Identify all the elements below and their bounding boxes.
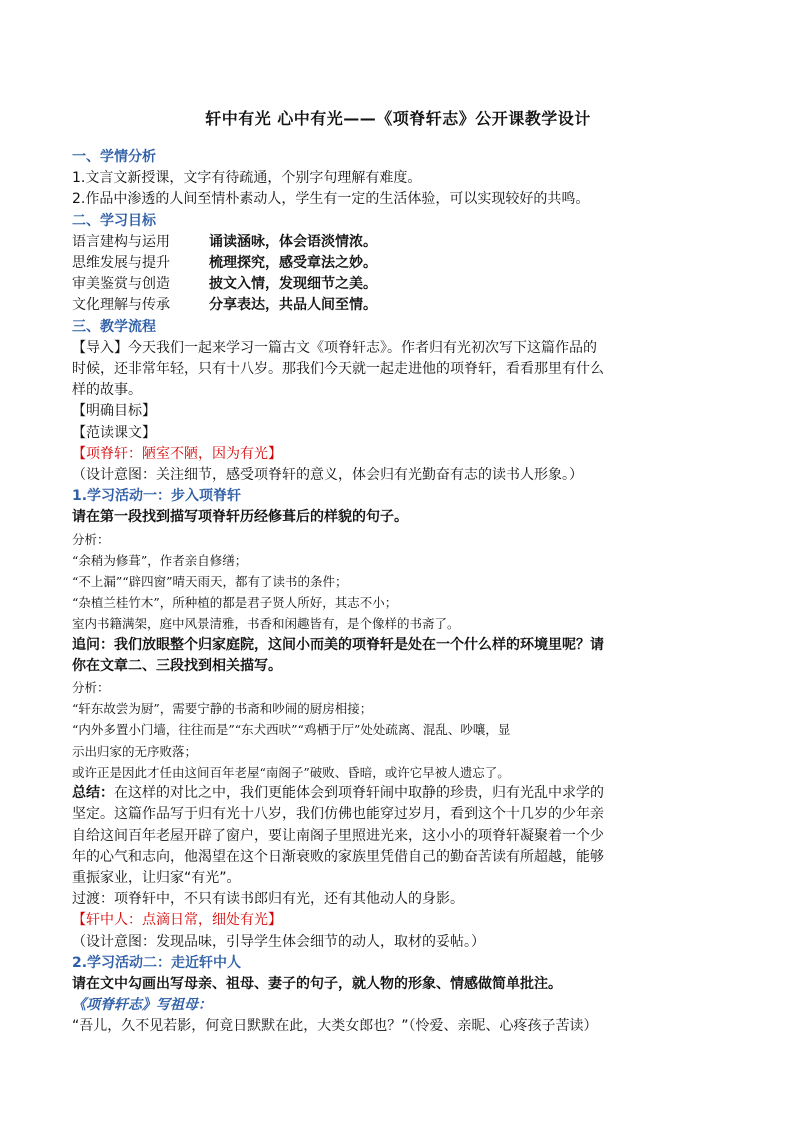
section-heading-objectives: 二、学习目标 <box>72 212 156 229</box>
objective-value: 梳理探究，感受章法之妙。 <box>209 255 377 272</box>
analysis-line: “内外多置小门墙，往往而是”“东犬西吠”“鸡栖于厅”处处疏离、混乱、吵嚷，显 <box>72 722 511 738</box>
analysis-line: “轩东故尝为厨”，需要宁静的书斋和吵闹的厨房相接； <box>72 701 373 717</box>
activity-task: 请在第一段找到描写项脊轩历经修葺后的样貌的句子。 <box>72 509 408 526</box>
part-heading-room: 【项脊轩：陋室不陋，因为有光】 <box>72 445 282 462</box>
objective-row <box>72 232 724 253</box>
activity-task: 请在文中勾画出写母亲、祖母、妻子的句子，就人物的形象、情感做简单批注。 <box>72 975 562 992</box>
document-title: 轩中有光 心中有光——《项脊轩志》公开课教学设计 <box>205 109 591 128</box>
activity-title: 2.学习活动二：走近轩中人 <box>72 954 242 971</box>
subsection-title: 《项脊轩志》写祖母： <box>72 997 212 1014</box>
summary-line: 坚定。这篇作品写于归有光十八岁，我们仿佛也能穿过岁月，看到这个十几岁的少年亲 <box>72 806 604 823</box>
analysis-label: 分析： <box>72 680 110 696</box>
analysis-line: “不上漏”“辟四窗”晴天雨天，都有了读书的条件； <box>72 574 348 590</box>
section-heading-process: 三、教学流程 <box>72 318 156 335</box>
goal-marker: 【明确目标】 <box>72 403 156 420</box>
document-page <box>72 106 724 1038</box>
part-heading-people: 【轩中人：点滴日常，细处有光】 <box>72 912 282 929</box>
paragraph: 2.作品中渗透的人间至情朴素动人，学生有一定的生活体验，可以实现较好的共鸣。 <box>72 191 590 208</box>
summary-line <box>72 783 724 804</box>
objective-key: 语言建构与运用 <box>72 233 170 250</box>
activity-title: 1.学习活动一：步入项脊轩 <box>72 488 242 505</box>
analysis-line: “杂植兰桂竹木”，所种植的都是君子贤人所好，其志不小； <box>72 595 398 611</box>
objective-value: 诵读涵咏，体会语淡情浓。 <box>209 233 377 250</box>
summary-label: 总结： <box>72 785 114 802</box>
objective-row <box>72 274 724 295</box>
quote-line: “吾儿，久不见若影，何竟日默默在此，大类女郎也？”（怜爱、亲昵、心疼孩子苦读） <box>72 1018 598 1035</box>
intro-line: 样的故事。 <box>72 382 142 399</box>
summary-line: 重振家业，让归家“有光”。 <box>72 869 241 886</box>
read-marker: 【范读课文】 <box>72 424 156 441</box>
objective-key: 文化理解与传承 <box>72 297 170 314</box>
paragraph: 1.文言文新授课，文字有待疏通，个别字句理解有难度。 <box>72 170 422 187</box>
summary-text: 在这样的对比之中，我们更能体会到项脊轩闹中取静的珍贵，归有光乱中求学的 <box>114 785 604 802</box>
intro-line: 【导入】今天我们一起来学习一篇古文《项脊轩志》。作者归有光初次写下这篇作品的 <box>72 339 597 356</box>
summary-line: 年的心气和志向，他渴望在这个日渐衰败的家族里凭借自己的勤奋苦读有所超越，能够 <box>72 848 604 865</box>
analysis-line: “余稍为修葺”，作者亲自修缮； <box>72 552 248 568</box>
summary-line: 自给这间百年老屋开辟了窗户，要让南阁子里照进光来，这小小的项脊轩凝聚着一个少 <box>72 827 604 844</box>
objective-value: 披文入情，发现细节之美。 <box>209 276 377 293</box>
design-intent: （设计意图：关注细节，感受项脊轩的意义，体会归有光勤奋有志的读书人形象。） <box>72 467 583 484</box>
analysis-line: 或许正是因此才任由这间百年老屋“南阁子”破败、昏暗，或许它早被人遗忘了。 <box>72 764 510 780</box>
objective-row <box>72 253 724 274</box>
objective-row <box>72 295 724 316</box>
followup-question: 追问：我们放眼整个归家庭院，这间小而美的项脊轩是处在一个什么样的环境里呢？请 <box>72 636 604 653</box>
analysis-line: 室内书籍满架，庭中风景清雅，书香和闲趣皆有，是个像样的书斋了。 <box>72 616 460 632</box>
intro-line: 时候，还非常年轻，只有十八岁。那我们今天就一起走进他的项脊轩，看看那里有什么 <box>72 361 604 378</box>
objective-key: 审美鉴赏与创造 <box>72 276 170 293</box>
analysis-line: 示出归家的无序败落； <box>72 743 198 759</box>
followup-question: 你在文章二、三段找到相关描写。 <box>72 657 282 674</box>
objective-value: 分享表达，共品人间至情。 <box>209 297 377 314</box>
analysis-label: 分析： <box>72 531 110 547</box>
transition-line: 过渡：项脊轩中，不只有读书郎归有光，还有其他动人的身影。 <box>72 891 464 908</box>
objective-key: 思维发展与提升 <box>72 255 170 272</box>
section-heading-analysis: 一、学情分析 <box>72 149 156 165</box>
design-intent: （设计意图：发现品味，引导学生体会细节的动人，取材的妥帖。） <box>72 933 485 950</box>
